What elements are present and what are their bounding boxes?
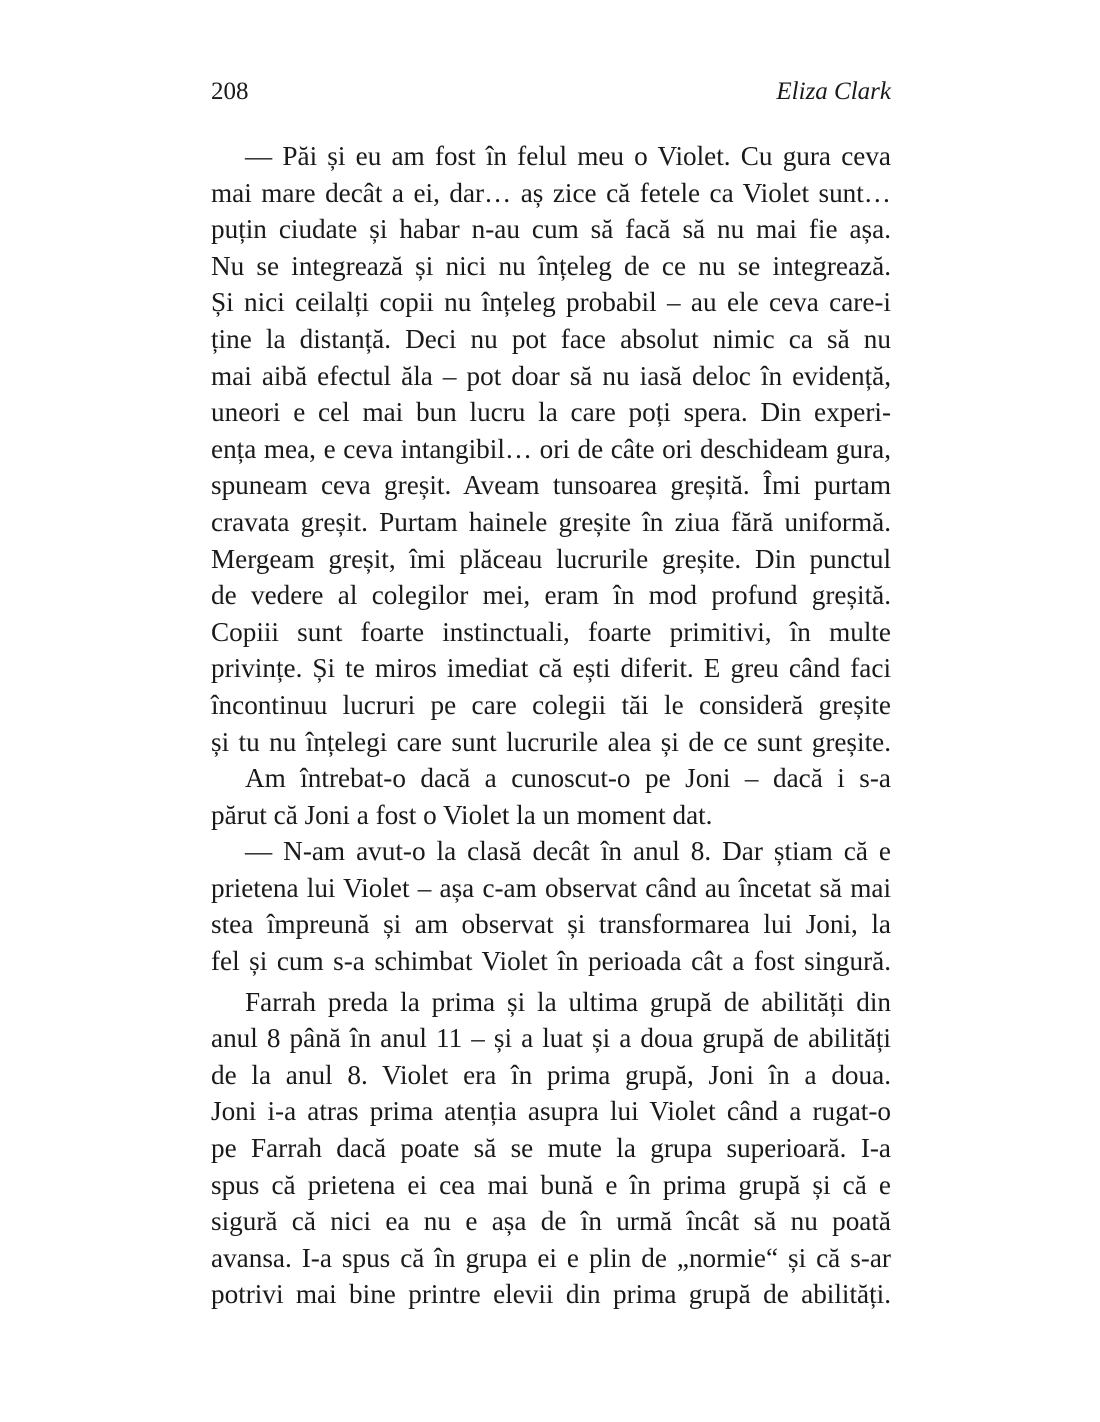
text-line: Farrah preda la prima și la ultima grupă de abilități din — [245, 986, 891, 1017]
text-line: — N-am avut-o la clasă decât în anul 8. Dar știam că e — [245, 836, 891, 867]
text-line: uneori e cel mai bun lucru la care poți spera. Din experi- — [211, 397, 891, 428]
running-head — [211, 78, 891, 114]
text-line: ența mea, e ceva intangibil… ori de câte ori deschideam gura, — [211, 433, 891, 464]
text-line: Am întrebat-o dacă a cunoscut-o pe Joni – dacă i s-a — [245, 763, 891, 794]
text-line: Copiii sunt foarte instinctuali, foarte primitivi, în multe — [211, 616, 891, 647]
text-line: pe Farrah dacă poate să se mute la grupa superioară. I-a — [211, 1133, 891, 1164]
text-line: puțin ciudate și habar n-au cum să facă să nu mai fie așa. — [211, 214, 891, 245]
text-line: Nu se integrează și nici nu înțeleg de ce nu se integrează. — [211, 250, 891, 281]
text-line: fel și cum s-a schimbat Violet în perioada cât a fost singură. — [211, 946, 891, 977]
text-line: mai mare decât a ei, dar… aș zice că fetele ca Violet sunt… — [211, 177, 891, 208]
text-line: mai aibă efectul ăla – pot doar să nu iasă deloc în evidență, — [211, 360, 891, 391]
text-line: părut că Joni a fost o Violet la un moment dat. — [211, 799, 713, 830]
text-line: potrivi mai bine printre elevii din prima grupă de abilități. — [211, 1279, 891, 1310]
text-line: de vedere al colegilor mei, eram în mod profund greșită. — [211, 580, 891, 611]
text-line: prietena lui Violet – așa c-am observat când au încetat să mai — [211, 872, 891, 903]
text-line: spuneam ceva greșit. Aveam tunsoarea greșită. Îmi purtam — [211, 470, 891, 501]
text-line: stea împreună și am observat și transformarea lui Joni, la — [211, 909, 891, 940]
text-line: ține la distanță. Deci nu pot face absolut nimic ca să nu — [211, 323, 891, 354]
text-line: privințe. Și te miros imediat că ești diferit. E greu când faci — [211, 653, 891, 684]
text-line: și tu nu înțelegi care sunt lucrurile alea și de ce sunt greșite. — [211, 726, 891, 757]
text-line: de la anul 8. Violet era în prima grupă, Joni în a doua. — [211, 1059, 891, 1090]
paragraph-2 — [211, 760, 891, 833]
text-line: — Păi și eu am fost în felul meu o Violet. Cu gura ceva — [245, 141, 891, 171]
author-name: Eliza Clark — [776, 78, 891, 105]
text-line: spus că prietena ei cea mai bună e în prima grupă și că e — [211, 1169, 891, 1200]
text-line: anul 8 până în anul 11 – și a luat și a doua grupă de abilități — [211, 1023, 891, 1054]
text-line: Joni i-a atras prima atenția asupra lui Violet când a rugat-o — [211, 1096, 891, 1127]
text-line: sigură că nici ea nu e așa de în urmă încât să nu poată — [211, 1206, 891, 1237]
text-line: Mergeam greșit, îmi plăceau lucrurile greșite. Din punctul — [211, 543, 891, 574]
paragraph-3 — [211, 833, 891, 979]
text-line: cravata greșit. Purtam hainele greșite în ziua fără uniformă. — [211, 506, 891, 537]
text-line: încontinuu lucruri pe care colegii tăi le consideră greșite — [211, 689, 891, 720]
body-text — [211, 138, 891, 1313]
paragraph-4 — [211, 984, 891, 1313]
text-line: Și nici ceilalți copii nu înțeleg probabil – au ele ceva care-i — [211, 287, 891, 318]
page-number: 208 — [211, 78, 249, 105]
text-line: avansa. I-a spus că în grupa ei e plin de „normie“ și că s-ar — [211, 1242, 891, 1273]
paragraph-1 — [211, 138, 891, 760]
